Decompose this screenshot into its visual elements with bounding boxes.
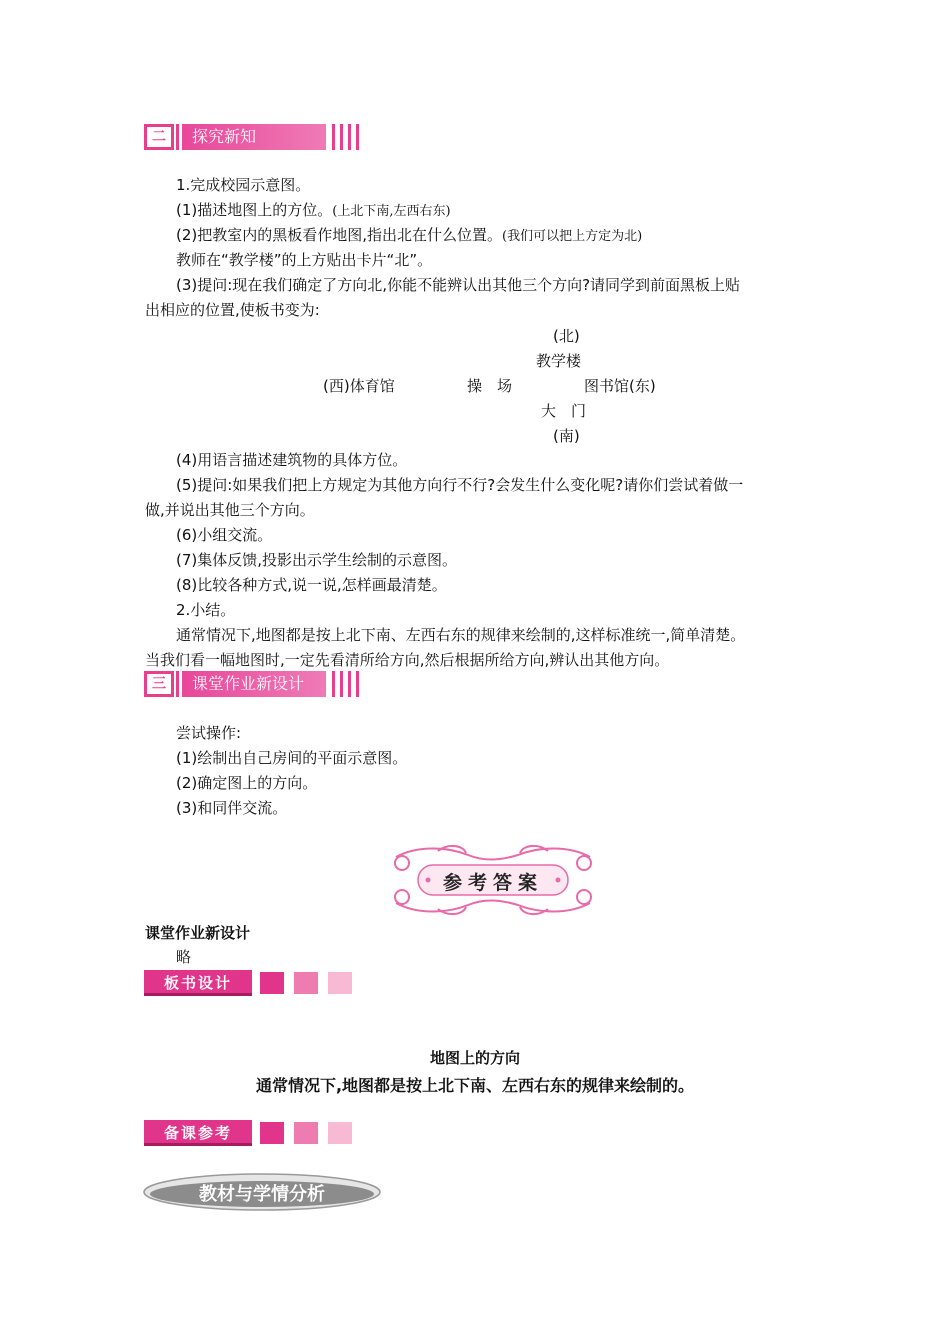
paragraph: (8)比较各种方式,说一说,怎样画最清楚。 bbox=[176, 576, 447, 594]
section-number: 三 bbox=[147, 674, 171, 694]
paragraph: 做,并说出其他三个方向。 bbox=[145, 501, 315, 519]
paragraph: 1.完成校园示意图。 bbox=[176, 176, 311, 194]
homework-item: (1)绘制出自己房间的平面示意图。 bbox=[176, 749, 408, 767]
board-summary: 通常情况下,地图都是按上北下南、左西右东的规律来绘制的。 bbox=[255, 1076, 695, 1095]
homework-item: (3)和同伴交流。 bbox=[176, 799, 288, 817]
paragraph: 2.小结。 bbox=[176, 601, 236, 619]
diagram-west-gym: (西)体育馆 bbox=[323, 377, 395, 395]
paragraph: 当我们看一幅地图时,一定先看清所给方向,然后根据所给方向,辨认出其他方向。 bbox=[145, 651, 670, 669]
analysis-title: 教材与学情分析 bbox=[199, 1184, 325, 1205]
homework-item: 尝试操作: bbox=[176, 724, 242, 742]
paragraph: (7)集体反馈,投影出示学生绘制的示意图。 bbox=[176, 551, 458, 569]
section-banner-homework bbox=[144, 671, 362, 697]
paragraph: (4)用语言描述建筑物的具体方位。 bbox=[176, 451, 408, 469]
prep-reference-label: 备课参考 bbox=[144, 1120, 252, 1146]
section-title: 探究新知 bbox=[182, 124, 326, 150]
answer-text: 略 bbox=[176, 948, 192, 966]
paragraph: (6)小组交流。 bbox=[176, 526, 273, 544]
section-number: 二 bbox=[147, 127, 171, 147]
diagram-south: (南) bbox=[553, 427, 580, 445]
paragraph: 教师在“教学楼”的上方贴出卡片“北”。 bbox=[176, 251, 433, 269]
diagram-gate: 大 门 bbox=[541, 402, 587, 420]
answer-emblem bbox=[388, 843, 598, 917]
paragraph: (5)提问:如果我们把上方规定为其他方向行不行?会发生什么变化呢?请你们尝试着做一 bbox=[176, 476, 744, 494]
section-banner-explore bbox=[144, 124, 362, 150]
paragraph: 通常情况下,地图都是按上北下南、左西右东的规律来绘制的,这样标准统一,简单清楚。 bbox=[176, 626, 746, 644]
board-title: 地图上的方向 bbox=[429, 1049, 520, 1067]
diagram-playground: 操 场 bbox=[467, 377, 513, 395]
diagram-east-library: 图书馆(东) bbox=[584, 377, 656, 395]
answer-emblem-label: 参考答案 bbox=[442, 872, 543, 894]
diagram-north: (北) bbox=[553, 327, 580, 345]
paragraph: (2)把教室内的黑板看作地图,指出北在什么位置。(我们可以把上方定为北) bbox=[176, 226, 643, 244]
paragraph: (1)描述地图上的方位。(上北下南,左西右东) bbox=[176, 201, 451, 219]
answer-heading: 课堂作业新设计 bbox=[145, 924, 251, 942]
analysis-banner bbox=[142, 1172, 382, 1212]
paragraph: (3)提问:现在我们确定了方向北,你能不能辨认出其他三个方向?请同学到前面黑板上贴 bbox=[176, 276, 741, 294]
homework-item: (2)确定图上的方向。 bbox=[176, 774, 318, 792]
diagram-teaching-building: 教学楼 bbox=[536, 352, 582, 370]
section-title: 课堂作业新设计 bbox=[182, 671, 326, 697]
paragraph: 出相应的位置,使板书变为: bbox=[145, 301, 320, 319]
board-design-label: 板书设计 bbox=[144, 970, 252, 996]
